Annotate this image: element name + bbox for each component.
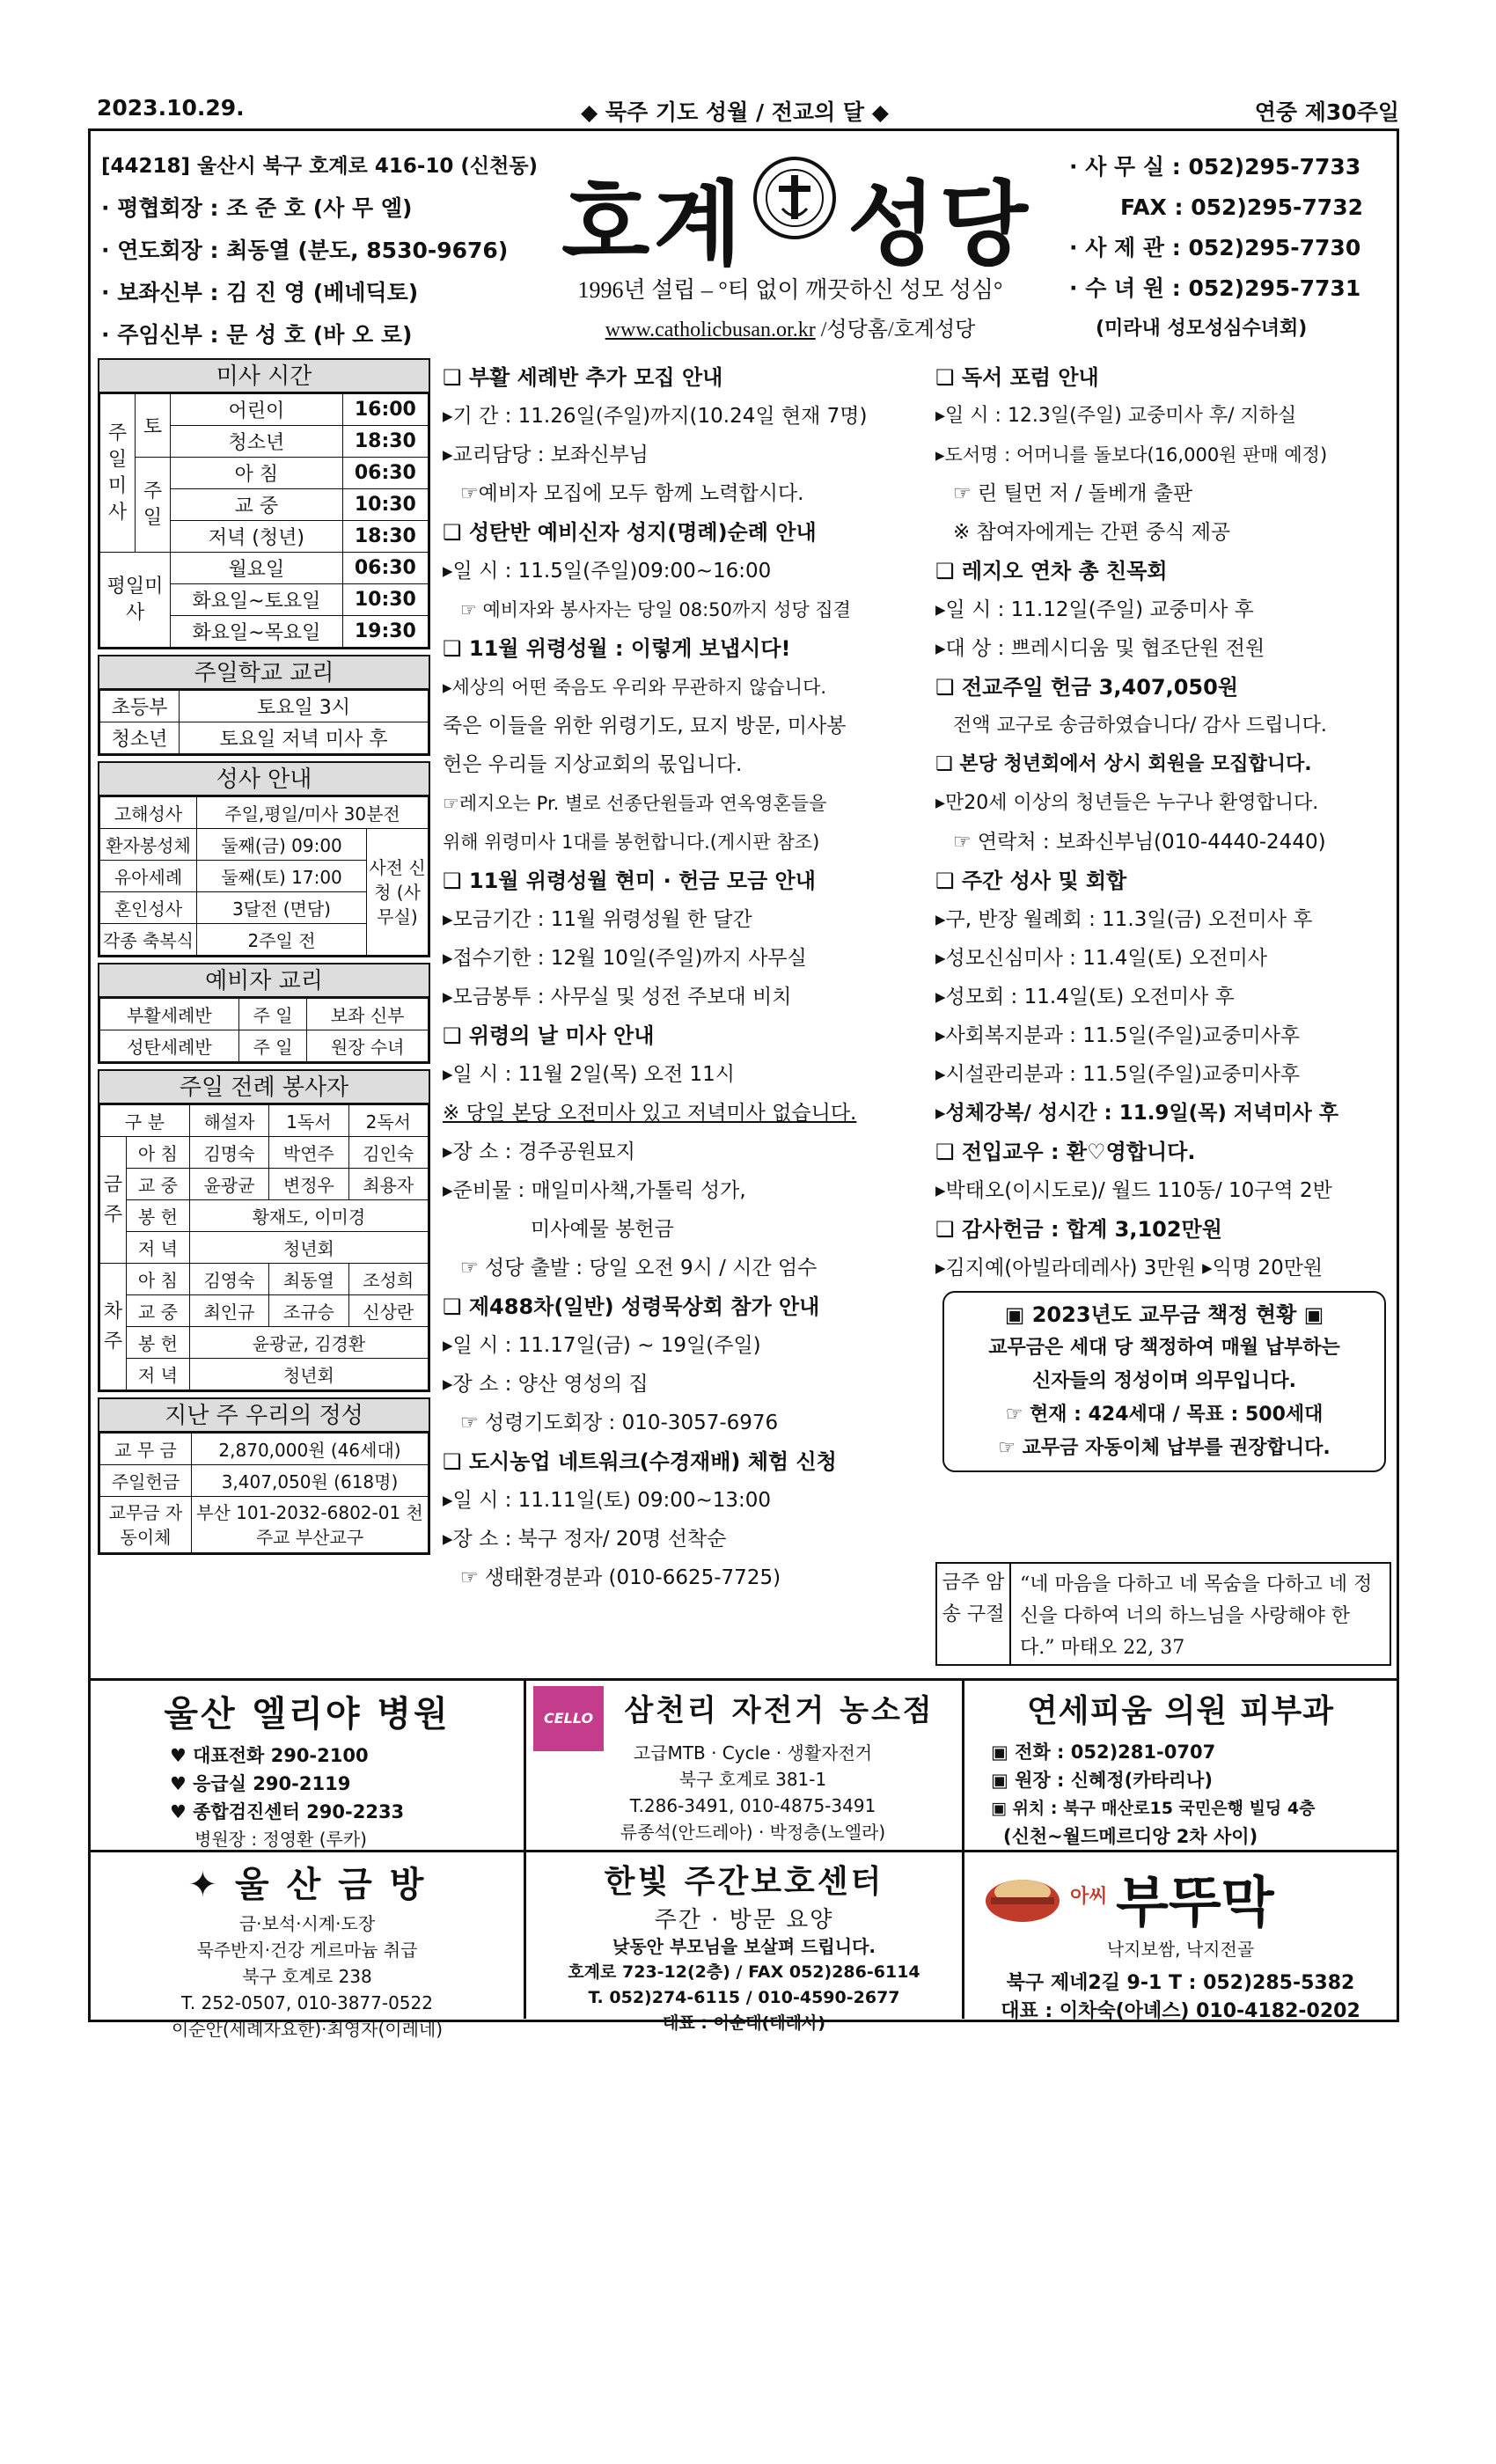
notice <box>935 358 1393 552</box>
advertisements <box>91 1678 1397 2040</box>
contact-line: (미라내 성모성심수녀회) <box>1096 318 1308 340</box>
notice-heading: ❑ 제488차(일반) 성령묵상회 참가 안내 <box>443 1294 820 1319</box>
memory-verse <box>935 1562 1391 1666</box>
notice-heading: ❑ 감사헌금 : 합계 3,102만원 <box>935 1217 1222 1242</box>
notice-line: ▸세상의 어떤 죽음도 우리와 무관하지 않습니다. <box>443 677 827 698</box>
notice <box>935 1210 1393 1287</box>
contact-line: FAX : 052)295-7732 <box>1120 194 1363 220</box>
server: 최인규 <box>189 1295 268 1327</box>
col-head: 구 분 <box>100 1105 190 1137</box>
notice-line: ☞ 생태환경분과 (010-6625-7725) <box>460 1566 781 1589</box>
ad-title: 부뚜막 <box>1116 1870 1274 1934</box>
notice-heading: ❑ 위령의 날 미사 안내 <box>443 1023 655 1048</box>
server: 박연주 <box>269 1137 348 1169</box>
tithe-status-box <box>942 1291 1386 1472</box>
sunday-mass-label: 주일미사 <box>100 394 136 553</box>
left-column <box>98 358 430 1560</box>
month-theme: ◆ 묵주 기도 성월 / 전교의 달 ◆ <box>581 99 890 125</box>
server: 김인숙 <box>348 1137 428 1169</box>
header <box>91 131 1397 353</box>
section-title: 주일학교 교리 <box>99 656 429 690</box>
group-name: 초등부 <box>100 691 180 722</box>
ad-line: ♥ 종합검진센터 290-2233 <box>170 1801 405 1822</box>
server: 황재도, 이미경 <box>189 1200 428 1232</box>
group-time: 토요일 3시 <box>180 691 429 722</box>
mass-time: 10:30 <box>342 489 428 521</box>
section-title: 지난 주 우리의 정성 <box>99 1399 429 1433</box>
sacrament-time: 3달전 (면담) <box>197 892 367 924</box>
notice-line: ▸성모회 : 11.4일(토) 오전미사 후 <box>935 986 1235 1008</box>
ad-line: ♥ 대표전화 290-2100 <box>170 1745 369 1766</box>
issue-date: 2023.10.29. <box>97 95 245 121</box>
ad-bicycle <box>526 1686 962 1845</box>
ad-line: ▣ 전화 : 052)281-0707 <box>991 1742 1216 1763</box>
notice-heading: ❑ 레지오 연차 총 친목회 <box>935 559 1168 583</box>
notice-line: 미사예물 봉헌금 <box>531 1218 674 1241</box>
school-table <box>99 690 429 754</box>
offering-value: 3,407,050원 (618명) <box>192 1465 429 1497</box>
mass-name: 화요일~목요일 <box>171 616 343 648</box>
sacrament-time: 둘째(금) 09:00 <box>197 829 367 861</box>
ad-daycare <box>526 1857 962 2036</box>
mass-slot: 저 녁 <box>127 1232 190 1264</box>
notice-heading: ❑ 도시농업 네트워크(수경재배) 체험 신청 <box>443 1449 837 1474</box>
ad-line: 묵주반지·건강 게르마늄 취급 <box>196 1940 418 1961</box>
bulletin-page <box>88 88 1399 2040</box>
notice <box>935 862 1393 1133</box>
notice <box>935 745 1393 862</box>
notice-line: ▸성체강복/ 성시간 : 11.9일(목) 저녁미사 후 <box>935 1102 1339 1125</box>
notice <box>443 513 918 629</box>
notice-line: ☞ 린 틸먼 저 / 돌베개 출판 <box>953 482 1193 505</box>
notice-line: ▸장 소 : 양산 영성의 집 <box>443 1373 649 1396</box>
mass-time: 06:30 <box>342 553 428 584</box>
sunday-label: 주일 <box>136 458 171 553</box>
ad-jewelry <box>91 1857 524 2042</box>
notice-line: ▸모금기간 : 11월 위령성월 한 달간 <box>443 908 752 931</box>
ad-line: 대표 : 이순태(데레사) <box>662 2013 826 2033</box>
contact-line: · 수 녀 원 : 052)295-7731 <box>1069 275 1361 301</box>
server: 윤광균, 김경환 <box>189 1327 428 1359</box>
sacrament-time: 둘째(토) 17:00 <box>197 861 367 892</box>
col-head: 해설자 <box>189 1105 268 1137</box>
mass-name: 교 중 <box>171 489 343 521</box>
mass-time: 10:30 <box>342 584 428 616</box>
ad-restaurant <box>964 1857 1397 2026</box>
notice-line: ▸성모신심미사 : 11.4일(토) 오전미사 <box>935 947 1268 970</box>
sacrament-name: 유아세례 <box>100 861 197 892</box>
class-teacher: 원장 수녀 <box>307 1030 429 1062</box>
ad-line: T. 252-0507, 010-3877-0522 <box>181 1992 433 2013</box>
mass-slot: 봉 헌 <box>127 1200 190 1232</box>
notice-line: ▸만20세 이상의 청년들은 누구나 환영합니다. <box>935 792 1319 814</box>
mass-slot: 교 중 <box>127 1295 190 1327</box>
notice-heading: ❑ 전교주일 헌금 3,407,050원 <box>935 675 1238 700</box>
notice-line: ▸일 시 : 11.5일(주일)09:00~16:00 <box>443 560 772 583</box>
mass-time: 19:30 <box>342 616 428 648</box>
website <box>544 312 1037 342</box>
mass-name: 화요일~토요일 <box>171 584 343 616</box>
server: 청년회 <box>189 1359 428 1390</box>
notice-line: ▸기 간 : 11.26일(주일)까지(10.24일 현재 7명) <box>443 405 868 428</box>
ad-line: 낮동안 부모님을 보살펴 드립니다. <box>612 1936 876 1957</box>
ad-line: 대표 : 이차숙(아녜스) 010-4182-0202 <box>1001 2000 1360 2022</box>
sacrament-time: 주일,평일/미사 30분전 <box>197 797 429 829</box>
next-week-label: 차주 <box>100 1264 127 1390</box>
liturgical-week: 연중 제30주일 <box>1254 99 1399 125</box>
staff-info <box>101 145 538 356</box>
website-path: /성당홈/호계성당 <box>815 319 976 341</box>
notice-line: ▸사회복지분과 : 11.5일(주일)교중미사후 <box>935 1024 1301 1047</box>
verse-label: 금주 암송 구절 <box>937 1564 1011 1664</box>
notice-line: ▸장 소 : 북구 정자/ 20명 선착순 <box>443 1528 727 1551</box>
mass-slot: 봉 헌 <box>127 1327 190 1359</box>
parish-brand <box>544 140 1037 347</box>
offering-report <box>98 1397 430 1555</box>
sacrament-name: 환자봉성체 <box>100 829 197 861</box>
notice-line: ☞ 연락처 : 보좌신부님(010-4440-2440) <box>953 831 1326 854</box>
mass-name: 청소년 <box>171 426 343 458</box>
ad-line: 북구 제네2길 9-1 T : 052)285-5382 <box>1006 1972 1355 1994</box>
ad-line: T.286-3491, 010-4875-3491 <box>629 1795 876 1816</box>
parish-address: [44218] 울산시 북구 호계로 416-10 (신천동) <box>101 155 539 178</box>
notice-line: ▸김지예(아빌라데레사) 3만원 ▸익명 20만원 <box>935 1257 1324 1280</box>
parish-name <box>544 140 1037 278</box>
notice-line: ▸대 상 : 쁘레시디움 및 협조단원 전원 <box>935 637 1265 660</box>
ad-line: 낙지보쌈, 낙지전골 <box>1106 1939 1255 1960</box>
staff-line: · 보좌신부 : 김 진 영 (베네딕토) <box>101 280 419 305</box>
advance-signup-note: 사전 신청 (사무실) <box>367 829 429 956</box>
notice-line: ※ 당일 본당 오전미사 있고 저녁미사 없습니다. <box>443 1102 857 1125</box>
notice-line: ▸모금봉투 : 사무실 및 성전 주보대 비치 <box>443 986 792 1008</box>
ad-line: (신천~월드메르디앙 2차 사이) <box>1003 1826 1258 1847</box>
server: 김명숙 <box>189 1137 268 1169</box>
ad-line: ♥ 응급실 290-2119 <box>170 1773 351 1794</box>
class-day: 주 일 <box>238 1030 307 1062</box>
notice-line: ▸장 소 : 경주공원묘지 <box>443 1140 635 1163</box>
class-name: 성탄세례반 <box>100 1030 239 1062</box>
notice-line: ▸구, 반장 월례회 : 11.3일(금) 오전미사 후 <box>935 908 1313 931</box>
mass-slot: 저 녁 <box>127 1359 190 1390</box>
sacrament-time: 2주일 전 <box>197 924 367 956</box>
top-line <box>88 88 1399 127</box>
notice-line: ☞ 성당 출발 : 당일 오전 9시 / 시간 엄수 <box>460 1257 818 1280</box>
ad-line: ▣ 위치 : 북구 매산로15 국민은행 빌딩 4층 <box>991 1799 1316 1818</box>
staff-line: · 주임신부 : 문 성 호 (바 오 로) <box>101 322 413 348</box>
notice <box>443 358 918 513</box>
notice-line: ☞ 성령기도회장 : 010-3057-6976 <box>460 1412 779 1434</box>
parish-name-left: 호계 <box>561 170 745 278</box>
notice-heading: ❑ 11월 위령성월 현미 · 헌금 모금 안내 <box>443 869 816 893</box>
mass-name: 월요일 <box>171 553 343 584</box>
server: 최동열 <box>269 1264 348 1295</box>
offering-label: 주일헌금 <box>100 1465 192 1497</box>
sacrament-table <box>99 796 429 956</box>
mass-table <box>99 393 429 648</box>
staff-line: · 평협회장 : 조 준 호 (사 무 엘) <box>101 195 413 221</box>
notice <box>443 629 918 862</box>
ad-title: ✦ 울 산 금 방 <box>187 1865 427 1905</box>
offering-label: 교 무 금 <box>100 1434 192 1465</box>
ad-line: 이순안(세례자요한)·최영자(이레네) <box>171 2019 444 2040</box>
notice-line: ▸준비물 : 매일미사책,가톨릭 성가, <box>443 1179 746 1202</box>
server: 변정우 <box>269 1169 348 1200</box>
offering-value: 2,870,000원 (46세대) <box>192 1434 429 1465</box>
parish-name-right: 성당 <box>847 170 1031 278</box>
server: 조규승 <box>269 1295 348 1327</box>
ad-line: T. 052)274-6115 / 010-4590-2677 <box>588 1988 900 2007</box>
tithe-box-line: 신자들의 정성이며 의무입니다. <box>1032 1370 1296 1392</box>
mass-time: 06:30 <box>342 458 428 489</box>
liturgy-table <box>99 1104 429 1390</box>
notice <box>443 1442 918 1597</box>
liturgy-servers <box>98 1069 430 1392</box>
notice <box>443 1016 918 1287</box>
group-time: 토요일 저녁 미사 후 <box>180 722 429 754</box>
this-week-label: 금주 <box>100 1137 127 1264</box>
notice-line: ▸일 시 : 12.3일(주일) 교중미사 후/ 지하실 <box>935 405 1297 427</box>
notice <box>935 552 1393 668</box>
contact-line: · 사 무 실 : 052)295-7733 <box>1069 154 1361 180</box>
website-link[interactable]: www.catholicbusan.or.kr <box>605 319 816 341</box>
section-title: 성사 안내 <box>99 763 429 796</box>
server: 청년회 <box>189 1232 428 1264</box>
ad-title: 삼천리 자전거 농소점 <box>624 1693 935 1728</box>
server: 조성희 <box>348 1264 428 1295</box>
notice-line: 헌은 우리들 지상교회의 몫입니다. <box>443 753 743 776</box>
ad-line: 호계로 723-12(2층) / FAX 052)286-6114 <box>568 1962 920 1982</box>
ad-dermatology <box>964 1686 1397 1851</box>
notice-heading: ❑ 주간 성사 및 회합 <box>935 869 1127 893</box>
founding-line: 1996년 설립 – °티 없이 깨끗하신 성모 성심° <box>577 277 1003 303</box>
notice-heading: ❑ 11월 위령성월 : 이렇게 보냅시다! <box>443 636 791 661</box>
notice-line: 전액 교구로 송금하였습니다/ 감사 드립니다. <box>953 715 1327 737</box>
auto-transfer-account: 부산 101-2032-6802-01 천주교 부산교구 <box>192 1497 429 1553</box>
catechumen-class <box>98 963 430 1064</box>
notice <box>443 1287 918 1442</box>
mass-times <box>98 358 430 649</box>
tithe-box-line: ☞ 현재 : 424세대 / 목표 : 500세대 <box>1005 1404 1324 1426</box>
server: 최용자 <box>348 1169 428 1200</box>
mass-slot: 아 침 <box>127 1264 190 1295</box>
server: 윤광균 <box>189 1169 268 1200</box>
contact-info <box>1069 147 1363 349</box>
right-column <box>935 358 1393 1476</box>
contact-line: · 사 제 관 : 052)295-7730 <box>1069 235 1361 260</box>
mass-time: 18:30 <box>342 426 428 458</box>
ad-title: 연세피움 의원 피부과 <box>1026 1693 1335 1729</box>
notice-line: ▸시설관리분과 : 11.5일(주일)교중미사후 <box>935 1063 1301 1086</box>
notice-line: ▸교리담당 : 보좌신부님 <box>443 444 649 466</box>
ad-title: 울산 엘리야 병원 <box>164 1694 451 1734</box>
ad-subtitle: 주간 · 방문 요양 <box>654 1907 834 1933</box>
ad-line: 류종석(안드레아) · 박정층(노엘라) <box>620 1822 886 1843</box>
notice-line: ※ 참여자에게는 간편 중식 제공 <box>953 521 1231 544</box>
notice-line: ▸일 시 : 11월 2일(목) 오전 11시 <box>443 1063 736 1086</box>
class-teacher: 보좌 신부 <box>307 999 429 1030</box>
notice <box>443 862 918 1016</box>
sacrament-info <box>98 761 430 957</box>
ad-line: 금·보석·시계·도장 <box>238 1913 376 1934</box>
tithe-box-line: ☞ 교무금 자동이체 납부를 권장합니다. <box>998 1437 1331 1459</box>
group-name: 청소년 <box>100 722 180 754</box>
notice-heading: ❑ 부활 세례반 추가 모집 안내 <box>443 365 723 390</box>
bulletin-frame <box>88 128 1399 2040</box>
notice-heading: ❑ 독서 포럼 안내 <box>935 365 1099 390</box>
section-title: 예비자 교리 <box>99 964 429 998</box>
notice-line: ☞레지오는 Pr. 별로 선종단원들과 연옥영혼들을 <box>443 793 827 814</box>
col-head: 2독서 <box>348 1105 428 1137</box>
notice-line: ▸접수기한 : 12월 10일(주일)까지 사무실 <box>443 947 807 970</box>
mass-slot: 아 침 <box>127 1137 190 1169</box>
ad-line: 고급MTB · Cycle · 생활자전거 <box>633 1742 873 1764</box>
sunday-school <box>98 655 430 756</box>
notice-line: ☞ 예비자와 봉사자는 당일 08:50까지 성당 집결 <box>460 599 851 620</box>
ad-line: 병원장 : 정영환 (루카) <box>194 1829 367 1850</box>
mass-slot: 교 중 <box>127 1169 190 1200</box>
col-head: 1독서 <box>269 1105 348 1137</box>
mass-time: 16:00 <box>342 394 428 426</box>
class-name: 부활세례반 <box>100 999 239 1030</box>
weekday-mass-label: 평일미사 <box>100 553 171 648</box>
notice <box>935 668 1393 745</box>
mass-time: 18:30 <box>342 521 428 553</box>
notice-line: ▸도서명 : 어머니를 돌보다(16,000원 판매 예정) <box>935 444 1328 466</box>
catechumen-table <box>99 998 429 1062</box>
server: 김영숙 <box>189 1264 268 1295</box>
middle-column <box>443 358 918 1597</box>
restaurant-logo <box>964 1857 1397 1932</box>
offering-table <box>99 1433 429 1553</box>
sacrament-name: 고해성사 <box>100 797 197 829</box>
ad-title: 한빛 주간보호센터 <box>604 1864 884 1900</box>
verse-text: “네 마음을 다하고 네 목숨을 다하고 네 정신을 다하여 너의 하느님을 사랑해야 한다.” 마태오 22, 37 <box>1020 1573 1373 1659</box>
notice-line: ▸일 시 : 11.12일(주일) 교중미사 후 <box>935 598 1254 621</box>
ad-hospital <box>91 1686 524 1852</box>
notice-line: ▸일 시 : 11.11일(토) 09:00~13:00 <box>443 1489 772 1512</box>
notice-heading: ❑ 본당 청년회에서 상시 회원을 모집합니다. <box>935 753 1312 775</box>
restaurant-prefix: 아씨 <box>1070 1886 1108 1908</box>
server: 신상란 <box>348 1295 428 1327</box>
notice-line: ☞예비자 모집에 모두 함께 노력합시다. <box>460 482 804 505</box>
tithe-box-line: 교무금은 세대 당 책정하여 매월 납부하는 <box>988 1337 1340 1359</box>
section-title: 미사 시간 <box>99 360 429 393</box>
cello-logo: CELLO <box>533 1686 604 1751</box>
mass-name: 어린이 <box>171 394 343 426</box>
sacrament-name: 각종 축복식 <box>100 924 197 956</box>
notice <box>935 1133 1393 1210</box>
mass-name: 아 침 <box>171 458 343 489</box>
ad-line: 북구 호계로 381-1 <box>678 1769 827 1790</box>
notice-line: ▸박태오(이시도로)/ 월드 110동/ 10구역 2반 <box>935 1179 1332 1202</box>
sacrament-name: 혼인성사 <box>100 892 197 924</box>
ad-line: 북구 호계로 238 <box>242 1966 372 1987</box>
notice-heading: ❑ 성탄반 예비신자 성지(명례)순례 안내 <box>443 520 817 545</box>
section-title: 주일 전례 봉사자 <box>99 1071 429 1104</box>
notice-heading: ❑ 전입교우 : 환♡영합니다. <box>935 1140 1196 1164</box>
auto-transfer-label: 교무금 자동이체 <box>100 1497 192 1553</box>
ad-line: ▣ 원장 : 신혜정(카타리나) <box>991 1770 1213 1791</box>
class-day: 주 일 <box>238 999 307 1030</box>
parish-seal-logo <box>752 156 837 240</box>
pot-icon <box>982 1866 1063 1924</box>
staff-line: · 연도회장 : 최동열 (분도, 8530-9676) <box>101 238 509 263</box>
notice-line: ▸일 시 : 11.17일(금) ~ 19일(주일) <box>443 1334 761 1357</box>
saturday-label: 토 <box>136 394 171 458</box>
notice-line: 위해 위령미사 1대를 봉헌합니다.(게시판 참조) <box>443 832 820 853</box>
tithe-box-title: ▣ 2023년도 교무금 책정 현황 ▣ <box>1004 1302 1324 1327</box>
mass-name: 저녁 (청년) <box>171 521 343 553</box>
notice-line: 죽은 이들을 위한 위령기도, 묘지 방문, 미사봉 <box>443 715 847 737</box>
